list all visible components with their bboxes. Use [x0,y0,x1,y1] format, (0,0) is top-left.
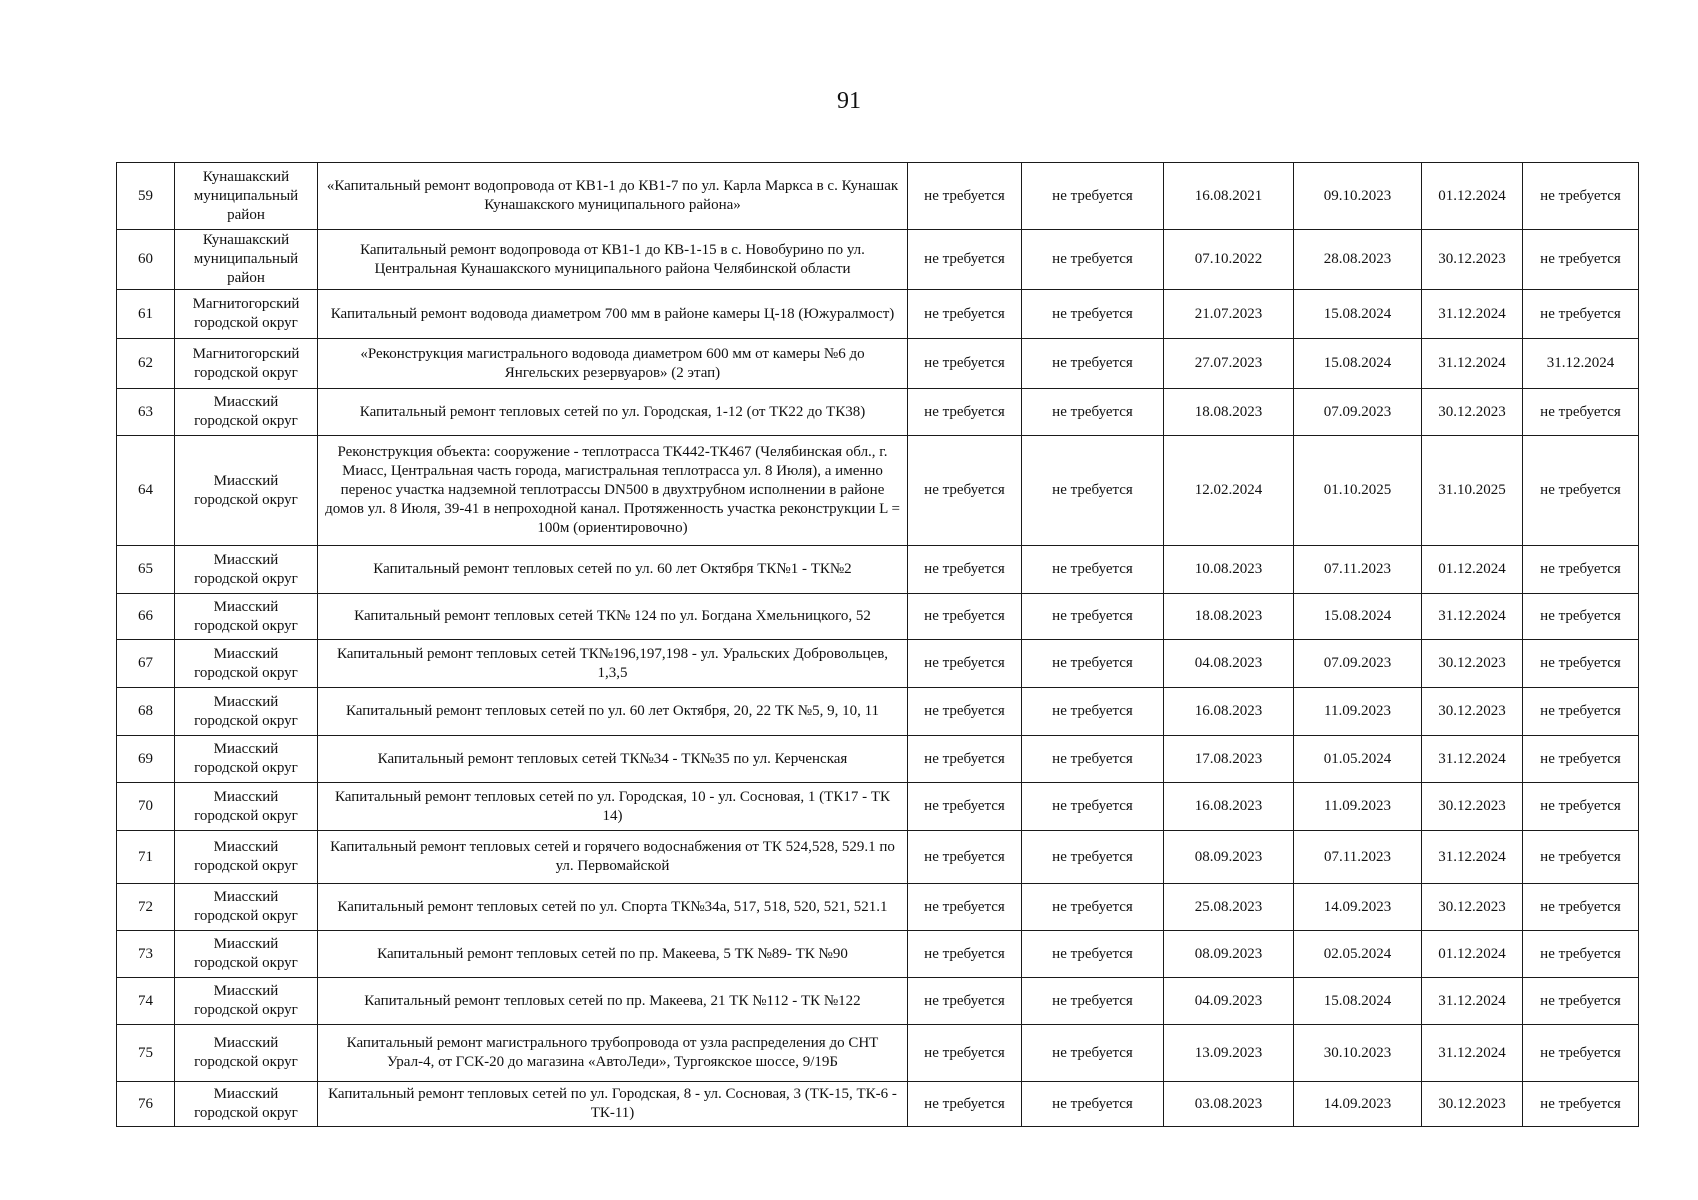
table-row [117,594,1639,640]
municipality-cell: Магнитогорский городской округ [175,339,318,389]
date-cell-1: 10.08.2023 [1164,546,1294,594]
date-cell-2: 02.05.2024 [1294,931,1422,978]
requirement-cell-2: не требуется [1022,436,1164,546]
table-row [117,978,1639,1025]
object-title-cell: Капитальный ремонт тепловых сетей ТК№34 - ТК№35 по ул. Керченская [318,736,908,783]
row-number: 75 [117,1025,175,1082]
row-number: 73 [117,931,175,978]
row-number: 61 [117,290,175,339]
date-cell-3: 31.10.2025 [1422,436,1523,546]
date-cell-2: 07.09.2023 [1294,389,1422,436]
date-cell-3: 30.12.2023 [1422,640,1523,688]
final-cell: не требуется [1523,884,1639,931]
object-title-cell: Капитальный ремонт тепловых сетей ТК№196,197,198 - ул. Уральских Добровольцев, 1,3,5 [318,640,908,688]
requirement-cell: не требуется [908,640,1022,688]
row-number: 64 [117,436,175,546]
date-cell-1: 07.10.2022 [1164,230,1294,290]
page-number: 91 [837,88,861,114]
object-title-cell: Капитальный ремонт магистрального трубопровода от узла распределения до СНТ Урал-4, от ГСК-20 до магазина «АвтоЛеди», Тургоякское шоссе, 9/19Б [318,1025,908,1082]
municipality-cell: Кунашакский муниципальный район [175,163,318,230]
municipality-cell: Миасский городской округ [175,436,318,546]
municipality-cell: Миасский городской округ [175,931,318,978]
object-title-cell: Капитальный ремонт тепловых сетей по ул. Городская, 1-12 (от ТК22 до ТК38) [318,389,908,436]
object-title-cell: Капитальный ремонт тепловых сетей по пр. Макеева, 21 ТК №112 - ТК №122 [318,978,908,1025]
date-cell-2: 01.10.2025 [1294,436,1422,546]
table-row [117,688,1639,736]
municipality-cell: Миасский городской округ [175,978,318,1025]
requirement-cell: не требуется [908,736,1022,783]
requirement-cell: не требуется [908,389,1022,436]
table-row [117,884,1639,931]
requirement-cell: не требуется [908,594,1022,640]
requirement-cell-2: не требуется [1022,931,1164,978]
requirement-cell: не требуется [908,1025,1022,1082]
date-cell-3: 30.12.2023 [1422,230,1523,290]
final-cell: не требуется [1523,831,1639,884]
table-row [117,931,1639,978]
date-cell-1: 08.09.2023 [1164,931,1294,978]
requirement-cell: не требуется [908,884,1022,931]
table-row [117,546,1639,594]
municipality-cell: Миасский городской округ [175,884,318,931]
table-row [117,389,1639,436]
final-cell: не требуется [1523,594,1639,640]
requirement-cell: не требуется [908,783,1022,831]
requirement-cell-2: не требуется [1022,546,1164,594]
date-cell-2: 07.11.2023 [1294,831,1422,884]
final-cell: не требуется [1523,436,1639,546]
requirement-cell: не требуется [908,831,1022,884]
table-row [117,1082,1639,1127]
date-cell-3: 31.12.2024 [1422,831,1523,884]
requirement-cell-2: не требуется [1022,1082,1164,1127]
requirement-cell-2: не требуется [1022,389,1164,436]
date-cell-2: 15.08.2024 [1294,594,1422,640]
date-cell-1: 18.08.2023 [1164,594,1294,640]
requirement-cell-2: не требуется [1022,594,1164,640]
date-cell-1: 03.08.2023 [1164,1082,1294,1127]
table-row [117,736,1639,783]
row-number: 63 [117,389,175,436]
row-number: 60 [117,230,175,290]
date-cell-1: 18.08.2023 [1164,389,1294,436]
date-cell-3: 30.12.2023 [1422,783,1523,831]
date-cell-3: 31.12.2024 [1422,594,1523,640]
date-cell-3: 30.12.2023 [1422,884,1523,931]
requirement-cell: не требуется [908,163,1022,230]
municipality-cell: Миасский городской округ [175,783,318,831]
object-title-cell: Капитальный ремонт тепловых сетей ТК№ 124 по ул. Богдана Хмельницкого, 52 [318,594,908,640]
date-cell-2: 01.05.2024 [1294,736,1422,783]
final-cell: не требуется [1523,640,1639,688]
date-cell-1: 16.08.2021 [1164,163,1294,230]
date-cell-3: 30.12.2023 [1422,688,1523,736]
object-title-cell: Капитальный ремонт тепловых сетей по пр. Макеева, 5 ТК №89- ТК №90 [318,931,908,978]
date-cell-3: 31.12.2024 [1422,978,1523,1025]
date-cell-2: 09.10.2023 [1294,163,1422,230]
object-title-cell: Капитальный ремонт тепловых сетей по ул. 60 лет Октября ТК№1 - ТК№2 [318,546,908,594]
date-cell-1: 21.07.2023 [1164,290,1294,339]
requirement-cell: не требуется [908,546,1022,594]
requirement-cell: не требуется [908,688,1022,736]
row-number: 62 [117,339,175,389]
table-row [117,163,1639,230]
final-cell: не требуется [1523,1082,1639,1127]
date-cell-2: 30.10.2023 [1294,1025,1422,1082]
date-cell-2: 11.09.2023 [1294,688,1422,736]
date-cell-2: 15.08.2024 [1294,290,1422,339]
requirement-cell: не требуется [908,290,1022,339]
row-number: 72 [117,884,175,931]
municipality-cell: Миасский городской округ [175,1082,318,1127]
requirement-cell-2: не требуется [1022,1025,1164,1082]
row-number: 65 [117,546,175,594]
date-cell-2: 14.09.2023 [1294,884,1422,931]
date-cell-1: 27.07.2023 [1164,339,1294,389]
final-cell: не требуется [1523,389,1639,436]
requirement-cell: не требуется [908,230,1022,290]
final-cell: не требуется [1523,290,1639,339]
municipality-cell: Миасский городской округ [175,831,318,884]
row-number: 59 [117,163,175,230]
object-title-cell: Капитальный ремонт водопровода от КВ1-1 до КВ-1-15 в с. Новобурино по ул. Центральная Кунашакского муниципального района Челябинской области [318,230,908,290]
object-title-cell: Капитальный ремонт тепловых сетей по ул. 60 лет Октября, 20, 22 ТК №5, 9, 10, 11 [318,688,908,736]
date-cell-1: 12.02.2024 [1164,436,1294,546]
final-cell: не требуется [1523,783,1639,831]
row-number: 70 [117,783,175,831]
row-number: 66 [117,594,175,640]
date-cell-3: 31.12.2024 [1422,1025,1523,1082]
date-cell-1: 13.09.2023 [1164,1025,1294,1082]
requirement-cell-2: не требуется [1022,978,1164,1025]
date-cell-2: 15.08.2024 [1294,339,1422,389]
object-title-cell: Капитальный ремонт тепловых сетей по ул. Спорта ТК№34а, 517, 518, 520, 521, 521.1 [318,884,908,931]
final-cell: не требуется [1523,736,1639,783]
municipality-cell: Миасский городской округ [175,688,318,736]
requirement-cell-2: не требуется [1022,688,1164,736]
requirement-cell: не требуется [908,339,1022,389]
date-cell-3: 30.12.2023 [1422,389,1523,436]
table-row [117,783,1639,831]
requirement-cell-2: не требуется [1022,783,1164,831]
requirement-cell-2: не требуется [1022,736,1164,783]
date-cell-1: 16.08.2023 [1164,688,1294,736]
date-cell-1: 04.09.2023 [1164,978,1294,1025]
date-cell-2: 07.09.2023 [1294,640,1422,688]
date-cell-1: 04.08.2023 [1164,640,1294,688]
object-title-cell: Реконструкция объекта: сооружение - теплотрасса ТК442-ТК467 (Челябинская обл., г. Миасс, Центральная часть города, магистральная теплотрасса ул. 8 Июля), а именно перенос участка надземной теплотрассы DN500 в двухтрубном исполнении в районе домов ул. 8 Июля, 39-41 в непроходной канал. Протяженность участка реконструкции L = 100м (ориентировочно) [318,436,908,546]
date-cell-3: 01.12.2024 [1422,163,1523,230]
table-row [117,230,1639,290]
date-cell-3: 01.12.2024 [1422,546,1523,594]
date-cell-3: 31.12.2024 [1422,736,1523,783]
object-title-cell: «Реконструкция магистрального водовода диаметром 600 мм от камеры №6 до Янгельских резервуаров» (2 этап) [318,339,908,389]
final-cell: не требуется [1523,688,1639,736]
date-cell-3: 31.12.2024 [1422,290,1523,339]
municipality-cell: Миасский городской округ [175,640,318,688]
municipality-cell: Миасский городской округ [175,1025,318,1082]
municipality-cell: Миасский городской округ [175,736,318,783]
object-title-cell: Капитальный ремонт водовода диаметром 700 мм в районе камеры Ц-18 (Южуралмост) [318,290,908,339]
row-number: 76 [117,1082,175,1127]
table-row [117,640,1639,688]
row-number: 68 [117,688,175,736]
date-cell-2: 11.09.2023 [1294,783,1422,831]
date-cell-2: 28.08.2023 [1294,230,1422,290]
object-title-cell: Капитальный ремонт тепловых сетей и горячего водоснабжения от ТК 524,528, 529.1 по ул. Первомайской [318,831,908,884]
requirement-cell: не требуется [908,978,1022,1025]
date-cell-2: 14.09.2023 [1294,1082,1422,1127]
requirement-cell-2: не требуется [1022,339,1164,389]
final-cell: не требуется [1523,931,1639,978]
requirement-cell-2: не требуется [1022,230,1164,290]
municipality-cell: Магнитогорский городской округ [175,290,318,339]
requirement-cell: не требуется [908,436,1022,546]
requirement-cell: не требуется [908,1082,1022,1127]
municipality-cell: Миасский городской округ [175,389,318,436]
requirement-cell: не требуется [908,931,1022,978]
object-title-cell: Капитальный ремонт тепловых сетей по ул. Городская, 8 - ул. Сосновая, 3 (ТК-15, ТК-6 - ТК-11) [318,1082,908,1127]
date-cell-1: 25.08.2023 [1164,884,1294,931]
date-cell-3: 30.12.2023 [1422,1082,1523,1127]
date-cell-1: 16.08.2023 [1164,783,1294,831]
requirement-cell-2: не требуется [1022,290,1164,339]
date-cell-3: 01.12.2024 [1422,931,1523,978]
date-cell-2: 15.08.2024 [1294,978,1422,1025]
table-row [117,436,1639,546]
row-number: 67 [117,640,175,688]
table-row [117,831,1639,884]
requirement-cell-2: не требуется [1022,640,1164,688]
row-number: 71 [117,831,175,884]
date-cell-1: 17.08.2023 [1164,736,1294,783]
table-row [117,1025,1639,1082]
final-cell: не требуется [1523,1025,1639,1082]
requirement-cell-2: не требуется [1022,831,1164,884]
municipality-cell: Миасский городской округ [175,546,318,594]
table-row [117,290,1639,339]
final-cell: не требуется [1523,230,1639,290]
row-number: 69 [117,736,175,783]
final-cell: 31.12.2024 [1523,339,1639,389]
municipality-cell: Миасский городской округ [175,594,318,640]
object-title-cell: Капитальный ремонт тепловых сетей по ул. Городская, 10 - ул. Сосновая, 1 (ТК17 - ТК 14) [318,783,908,831]
row-number: 74 [117,978,175,1025]
final-cell: не требуется [1523,546,1639,594]
table-row [117,339,1639,389]
table-body [117,163,1639,1127]
requirement-cell-2: не требуется [1022,884,1164,931]
date-cell-1: 08.09.2023 [1164,831,1294,884]
date-cell-3: 31.12.2024 [1422,339,1523,389]
registry-table [116,162,1639,1127]
object-title-cell: «Капитальный ремонт водопровода от КВ1-1 до КВ1-7 по ул. Карла Маркса в с. Кунашак Кунашакского муниципального района» [318,163,908,230]
requirement-cell-2: не требуется [1022,163,1164,230]
final-cell: не требуется [1523,978,1639,1025]
final-cell: не требуется [1523,163,1639,230]
municipality-cell: Кунашакский муниципальный район [175,230,318,290]
date-cell-2: 07.11.2023 [1294,546,1422,594]
